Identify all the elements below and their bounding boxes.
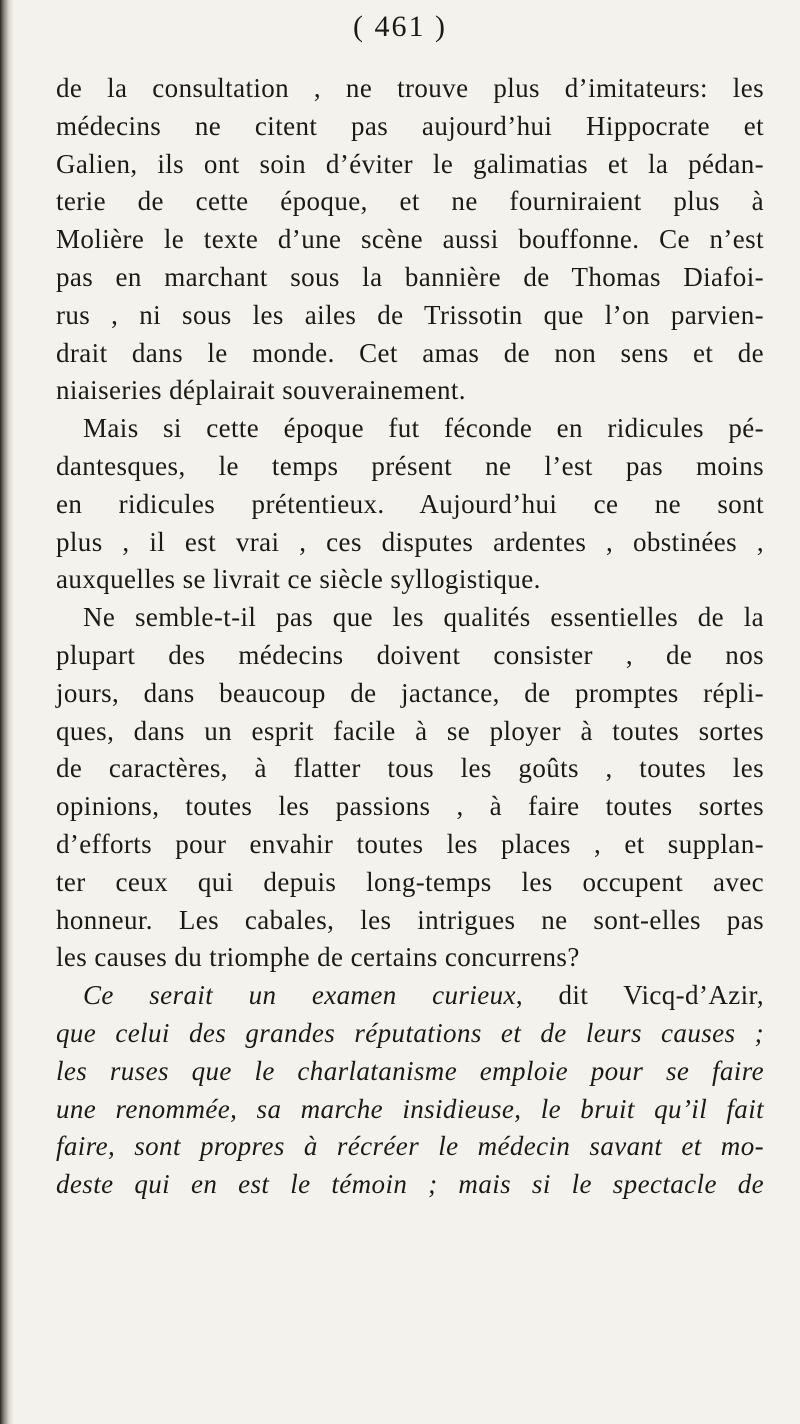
text-line: Galien, ils ont soin d’éviter le galimatias et la pédan-: [56, 148, 764, 179]
text-line: plupart des médecins doivent consister , de nos: [56, 639, 764, 670]
text-line: en ridicules prétentieux. Aujourd’hui ce ne sont: [56, 488, 764, 519]
quote-italic-run: Ce serait un examen curieux: [83, 980, 516, 1011]
quote-line: faire, sont propres à récréer le médecin savant et mo-: [56, 1131, 764, 1162]
text-line: jours, dans beaucoup de jactance, de promptes répli-: [56, 677, 764, 708]
quote-line: les ruses que le charlatanisme emploie pour se faire: [56, 1055, 764, 1086]
text-line: plus , il est vrai , ces disputes ardentes , obstinées ,: [56, 526, 764, 557]
paragraph-start-line: Mais si cette époque fut féconde en ridicules pé-: [83, 413, 764, 444]
quote-line: une renommée, sa marche insidieuse, le bruit qu’il fait: [56, 1093, 764, 1124]
page-edge-shadow: [0, 0, 14, 1424]
text-line: opinions, toutes les passions , à faire toutes sortes: [56, 791, 764, 822]
text-line: ter ceux qui depuis long-temps les occupent avec: [56, 866, 764, 897]
text-line: les causes du triomphe de certains concurrens?: [56, 942, 580, 973]
text-line: Molière le texte d’une scène aussi bouffonne. Ce n’est: [56, 224, 764, 255]
text-line: d’efforts pour envahir toutes les places , et supplan-: [56, 828, 764, 859]
text-line: ques, dans un esprit facile à se ployer à toutes sortes: [56, 715, 764, 746]
body-text: [56, 70, 764, 1204]
text-line: honneur. Les cabales, les intrigues ne sont-elles pas: [56, 904, 764, 935]
text-line: niaiseries déplairait souverainement.: [56, 375, 466, 406]
text-line: terie de cette époque, et ne fourniraient plus à: [56, 186, 764, 217]
text-line: de caractères, à flatter tous les goûts , toutes les: [56, 753, 764, 784]
quote-line: que celui des grandes réputations et de leurs causes ;: [56, 1017, 764, 1048]
quote-line: deste qui en est le témoin ; mais si le spectacle de: [56, 1169, 764, 1200]
text-line: rus , ni sous les ailes de Trissotin que l’on parvien-: [56, 299, 764, 330]
text-line: dantesques, le temps présent ne l’est pas moins: [56, 450, 764, 481]
page-number: ( 461 ): [353, 10, 447, 43]
paragraph-start-line: Ne semble-t-il pas que les qualités essentielles de la: [83, 602, 764, 633]
text-line: pas en marchant sous la bannière de Thomas Diafoi-: [56, 261, 764, 292]
quote-start-line: [56, 977, 764, 1015]
text-line: drait dans le monde. Cet amas de non sens et de: [56, 337, 764, 368]
text-line: médecins ne citent pas aujourd’hui Hippocrate et: [56, 110, 764, 141]
quote-attribution-run: , dit Vicq-d’Azir,: [515, 980, 764, 1011]
text-line: de la consultation , ne trouve plus d’imitateurs: les: [56, 73, 764, 103]
text-line: auxquelles se livrait ce siècle syllogistique.: [56, 564, 541, 595]
